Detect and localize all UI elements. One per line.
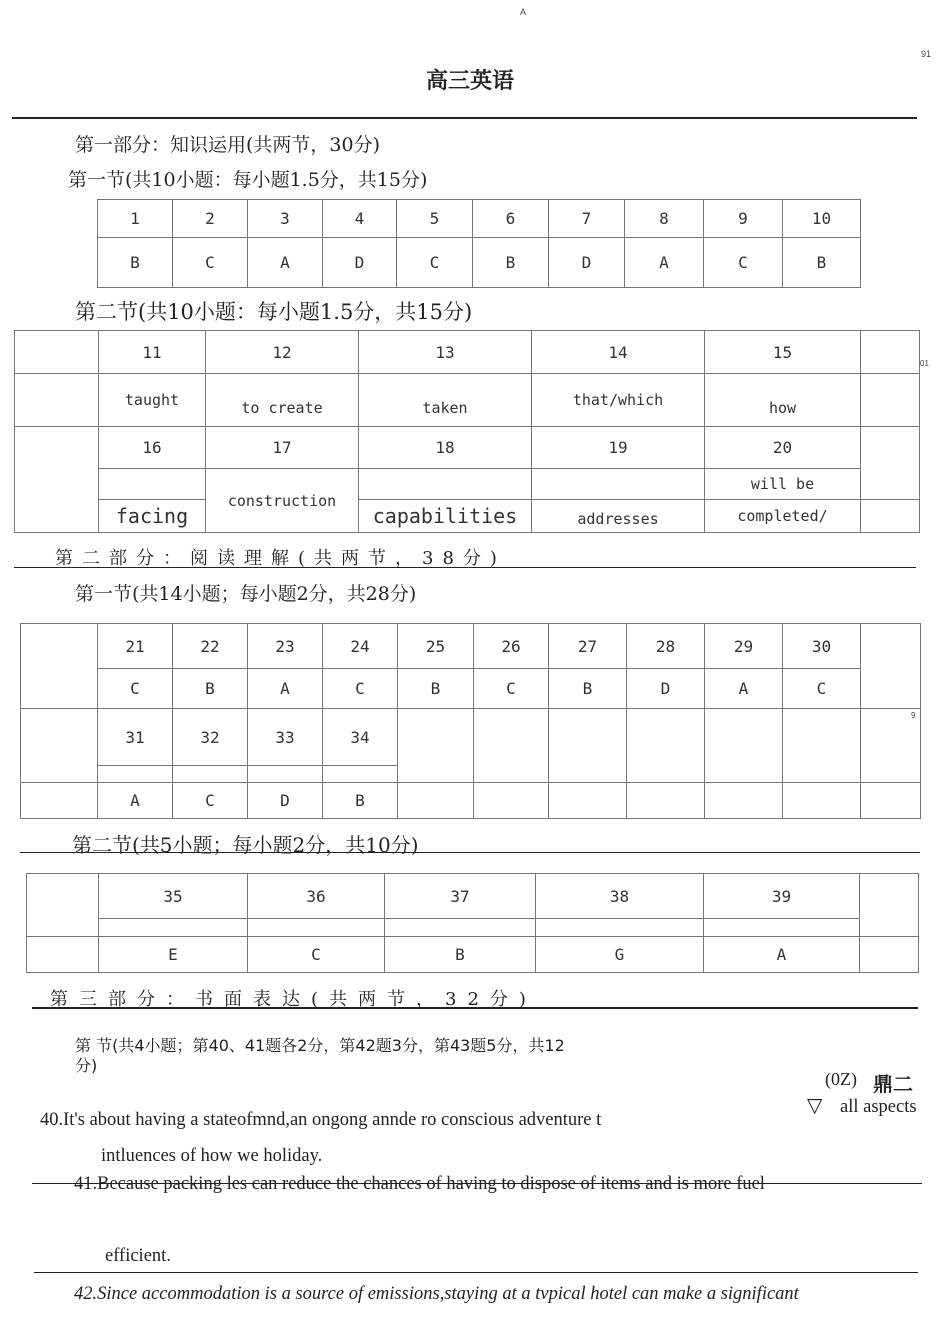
question-number: 19 xyxy=(532,427,705,469)
blank-cell xyxy=(861,709,921,783)
page-title: 高三英语 xyxy=(426,69,515,94)
blank-cell xyxy=(860,937,919,973)
blank-cell xyxy=(248,919,385,937)
answer-cell: that/which xyxy=(532,374,705,427)
title-rule xyxy=(12,117,917,119)
triangle-icon: ▽ xyxy=(807,1093,823,1117)
part3-section-line1: 第 节(共4小题；第40、41题各2分，第42题3分，第43题5分，共12 xyxy=(75,1036,565,1055)
blank-cell xyxy=(783,709,861,783)
blank-cell xyxy=(474,783,549,819)
answer-41-rule xyxy=(32,1183,922,1184)
question-number: 28 xyxy=(627,624,705,669)
answer-cell: B xyxy=(385,937,536,973)
answer-cell: A xyxy=(248,669,323,709)
answer-cell: C xyxy=(173,783,248,819)
blank-cell xyxy=(861,783,921,819)
question-number: 13 xyxy=(359,331,532,374)
answer-cell: construction xyxy=(206,469,359,533)
answer-cell: B xyxy=(549,669,627,709)
answer-cell: G xyxy=(536,937,704,973)
blank-cell xyxy=(861,427,920,500)
question-number: 10 xyxy=(783,200,861,238)
margin-note-aspects: all aspects xyxy=(840,1097,917,1117)
blank-cell xyxy=(398,709,474,783)
top-mark: A xyxy=(520,7,527,17)
answer-cell: A xyxy=(704,937,860,973)
part1-section1-heading: 第一节(共10小题：每小题1.5分，共15分) xyxy=(68,169,428,191)
blank-cell xyxy=(705,783,783,819)
question-number: 27 xyxy=(549,624,627,669)
answer-cell: taught xyxy=(99,374,206,427)
blank-cell xyxy=(21,783,98,819)
answer-cell: taken xyxy=(359,374,532,427)
answer-cell: will be xyxy=(705,469,861,500)
answer-table-11-20 xyxy=(14,330,920,533)
blank-cell xyxy=(27,937,99,973)
blank-cell xyxy=(860,874,919,937)
answer-cell: completed/ xyxy=(705,500,861,533)
blank-cell xyxy=(98,766,173,783)
part3-rule xyxy=(32,1007,918,1009)
blank-cell xyxy=(536,919,704,937)
part2-rule xyxy=(14,567,916,568)
answer-cell: B xyxy=(173,669,248,709)
answer-cell: how xyxy=(705,374,861,427)
answer-cell: A xyxy=(98,783,173,819)
answer-table-21-34 xyxy=(20,623,921,819)
blank-cell xyxy=(532,469,705,500)
question-number: 15 xyxy=(705,331,861,374)
blank-cell xyxy=(861,500,920,533)
blank-cell xyxy=(21,624,98,709)
question-number: 37 xyxy=(385,874,536,919)
part2-section2-heading: 第二节(共5小题；每小题2分，共10分) xyxy=(72,833,419,857)
answer-cell: capabilities xyxy=(359,500,532,533)
blank-cell xyxy=(861,331,920,374)
answer-cell: addresses xyxy=(532,500,705,533)
part2-heading: 第二部分：阅读理解(共两节，38分) xyxy=(55,548,506,569)
answer-table-1-10 xyxy=(97,199,861,288)
blank-cell xyxy=(861,374,920,427)
question-number: 29 xyxy=(705,624,783,669)
margin-note-code: (0Z) xyxy=(825,1069,857,1089)
question-number: 21 xyxy=(98,624,173,669)
question-number: 20 xyxy=(705,427,861,469)
blank-cell xyxy=(15,331,99,374)
blank-cell xyxy=(27,874,99,937)
question-number: 39 xyxy=(704,874,860,919)
part3-section-heading xyxy=(75,1036,795,1076)
question-number: 12 xyxy=(206,331,359,374)
answer-cell: D xyxy=(627,669,705,709)
answer-40-line2: intluences of how we holiday. xyxy=(101,1146,323,1166)
question-number: 5 xyxy=(397,200,473,238)
question-number: 14 xyxy=(532,331,705,374)
side-mark: 9 xyxy=(911,711,916,720)
answer-41-line1: 41.Because packing les can reduce the chances of having to dispose of items and is more fuel xyxy=(74,1174,765,1194)
question-number: 17 xyxy=(206,427,359,469)
answer-cell: facing xyxy=(99,500,206,533)
blank-cell xyxy=(15,374,99,427)
blank-cell xyxy=(549,709,627,783)
question-number: 16 xyxy=(99,427,206,469)
part3-section-line2: 分) xyxy=(75,1056,98,1075)
blank-cell xyxy=(323,766,398,783)
answer-cell: B xyxy=(473,238,549,288)
answer-cell: B xyxy=(398,669,474,709)
blank-cell xyxy=(248,766,323,783)
blank-cell xyxy=(99,919,248,937)
part2-section2-rule xyxy=(20,852,920,853)
question-number: 32 xyxy=(173,709,248,766)
blank-cell xyxy=(474,709,549,783)
blank-cell xyxy=(861,624,921,709)
blank-cell xyxy=(704,919,860,937)
blank-cell xyxy=(15,427,99,533)
answer-41-line2: efficient. xyxy=(105,1246,171,1266)
answer-cell: D xyxy=(248,783,323,819)
answer-cell: B xyxy=(98,238,173,288)
question-number: 4 xyxy=(323,200,397,238)
question-number: 7 xyxy=(549,200,625,238)
question-number: 26 xyxy=(474,624,549,669)
answer-cell: C xyxy=(704,238,783,288)
answer-cell: C xyxy=(323,669,398,709)
answer-41-bottom-rule xyxy=(34,1272,918,1273)
answer-table-35-39 xyxy=(26,873,919,973)
question-number: 23 xyxy=(248,624,323,669)
blank-cell xyxy=(173,766,248,783)
question-number: 8 xyxy=(625,200,704,238)
answer-cell: to create xyxy=(206,374,359,427)
blank-cell xyxy=(549,783,627,819)
blank-cell xyxy=(627,783,705,819)
answer-cell: C xyxy=(98,669,173,709)
answer-cell: A xyxy=(625,238,704,288)
blank-cell xyxy=(398,783,474,819)
question-number: 38 xyxy=(536,874,704,919)
question-number: 34 xyxy=(323,709,398,766)
answer-42-line1: 42.Since accommodation is a source of emissions,staying at a tvpical hotel can make a significant xyxy=(74,1284,799,1304)
blank-cell xyxy=(21,709,98,783)
question-number: 22 xyxy=(173,624,248,669)
answer-cell: D xyxy=(549,238,625,288)
question-number: 24 xyxy=(323,624,398,669)
blank-cell xyxy=(705,709,783,783)
blank-cell xyxy=(385,919,536,937)
blank-cell xyxy=(783,783,861,819)
question-number: 3 xyxy=(248,200,323,238)
answer-cell: C xyxy=(173,238,248,288)
blank-cell xyxy=(359,469,532,500)
margin-note-stamp: 鼎二 xyxy=(873,1072,913,1096)
answer-40-line1: 40.It's about having a stateofmnd,an ongong annde ro conscious adventure t xyxy=(40,1110,602,1130)
answer-cell: E xyxy=(99,937,248,973)
part2-section1-heading: 第一节(共14小题；每小题2分，共28分) xyxy=(75,583,417,605)
question-number: 6 xyxy=(473,200,549,238)
part3-heading: 第三部分：书面表达(共两节，32分) xyxy=(50,989,537,1010)
answer-cell: A xyxy=(705,669,783,709)
question-number: 18 xyxy=(359,427,532,469)
question-number: 1 xyxy=(98,200,173,238)
part1-heading: 第一部分：知识运用(共两节，30分) xyxy=(75,134,381,156)
answer-cell: B xyxy=(323,783,398,819)
side-mark: 01 xyxy=(920,359,929,368)
question-number: 2 xyxy=(173,200,248,238)
question-number: 35 xyxy=(99,874,248,919)
answer-cell: C xyxy=(397,238,473,288)
question-number: 25 xyxy=(398,624,474,669)
answer-cell: A xyxy=(248,238,323,288)
question-number: 31 xyxy=(98,709,173,766)
question-number: 9 xyxy=(704,200,783,238)
part1-section2-heading: 第二节(共10小题：每小题1.5分，共15分) xyxy=(75,300,473,324)
answer-cell: C xyxy=(783,669,861,709)
question-number: 33 xyxy=(248,709,323,766)
question-number: 36 xyxy=(248,874,385,919)
page-number: 91 xyxy=(921,49,932,59)
question-number: 30 xyxy=(783,624,861,669)
question-number: 11 xyxy=(99,331,206,374)
answer-cell: C xyxy=(474,669,549,709)
answer-cell: C xyxy=(248,937,385,973)
blank-cell xyxy=(627,709,705,783)
answer-cell: D xyxy=(323,238,397,288)
answer-cell: B xyxy=(783,238,861,288)
blank-cell xyxy=(99,469,206,500)
